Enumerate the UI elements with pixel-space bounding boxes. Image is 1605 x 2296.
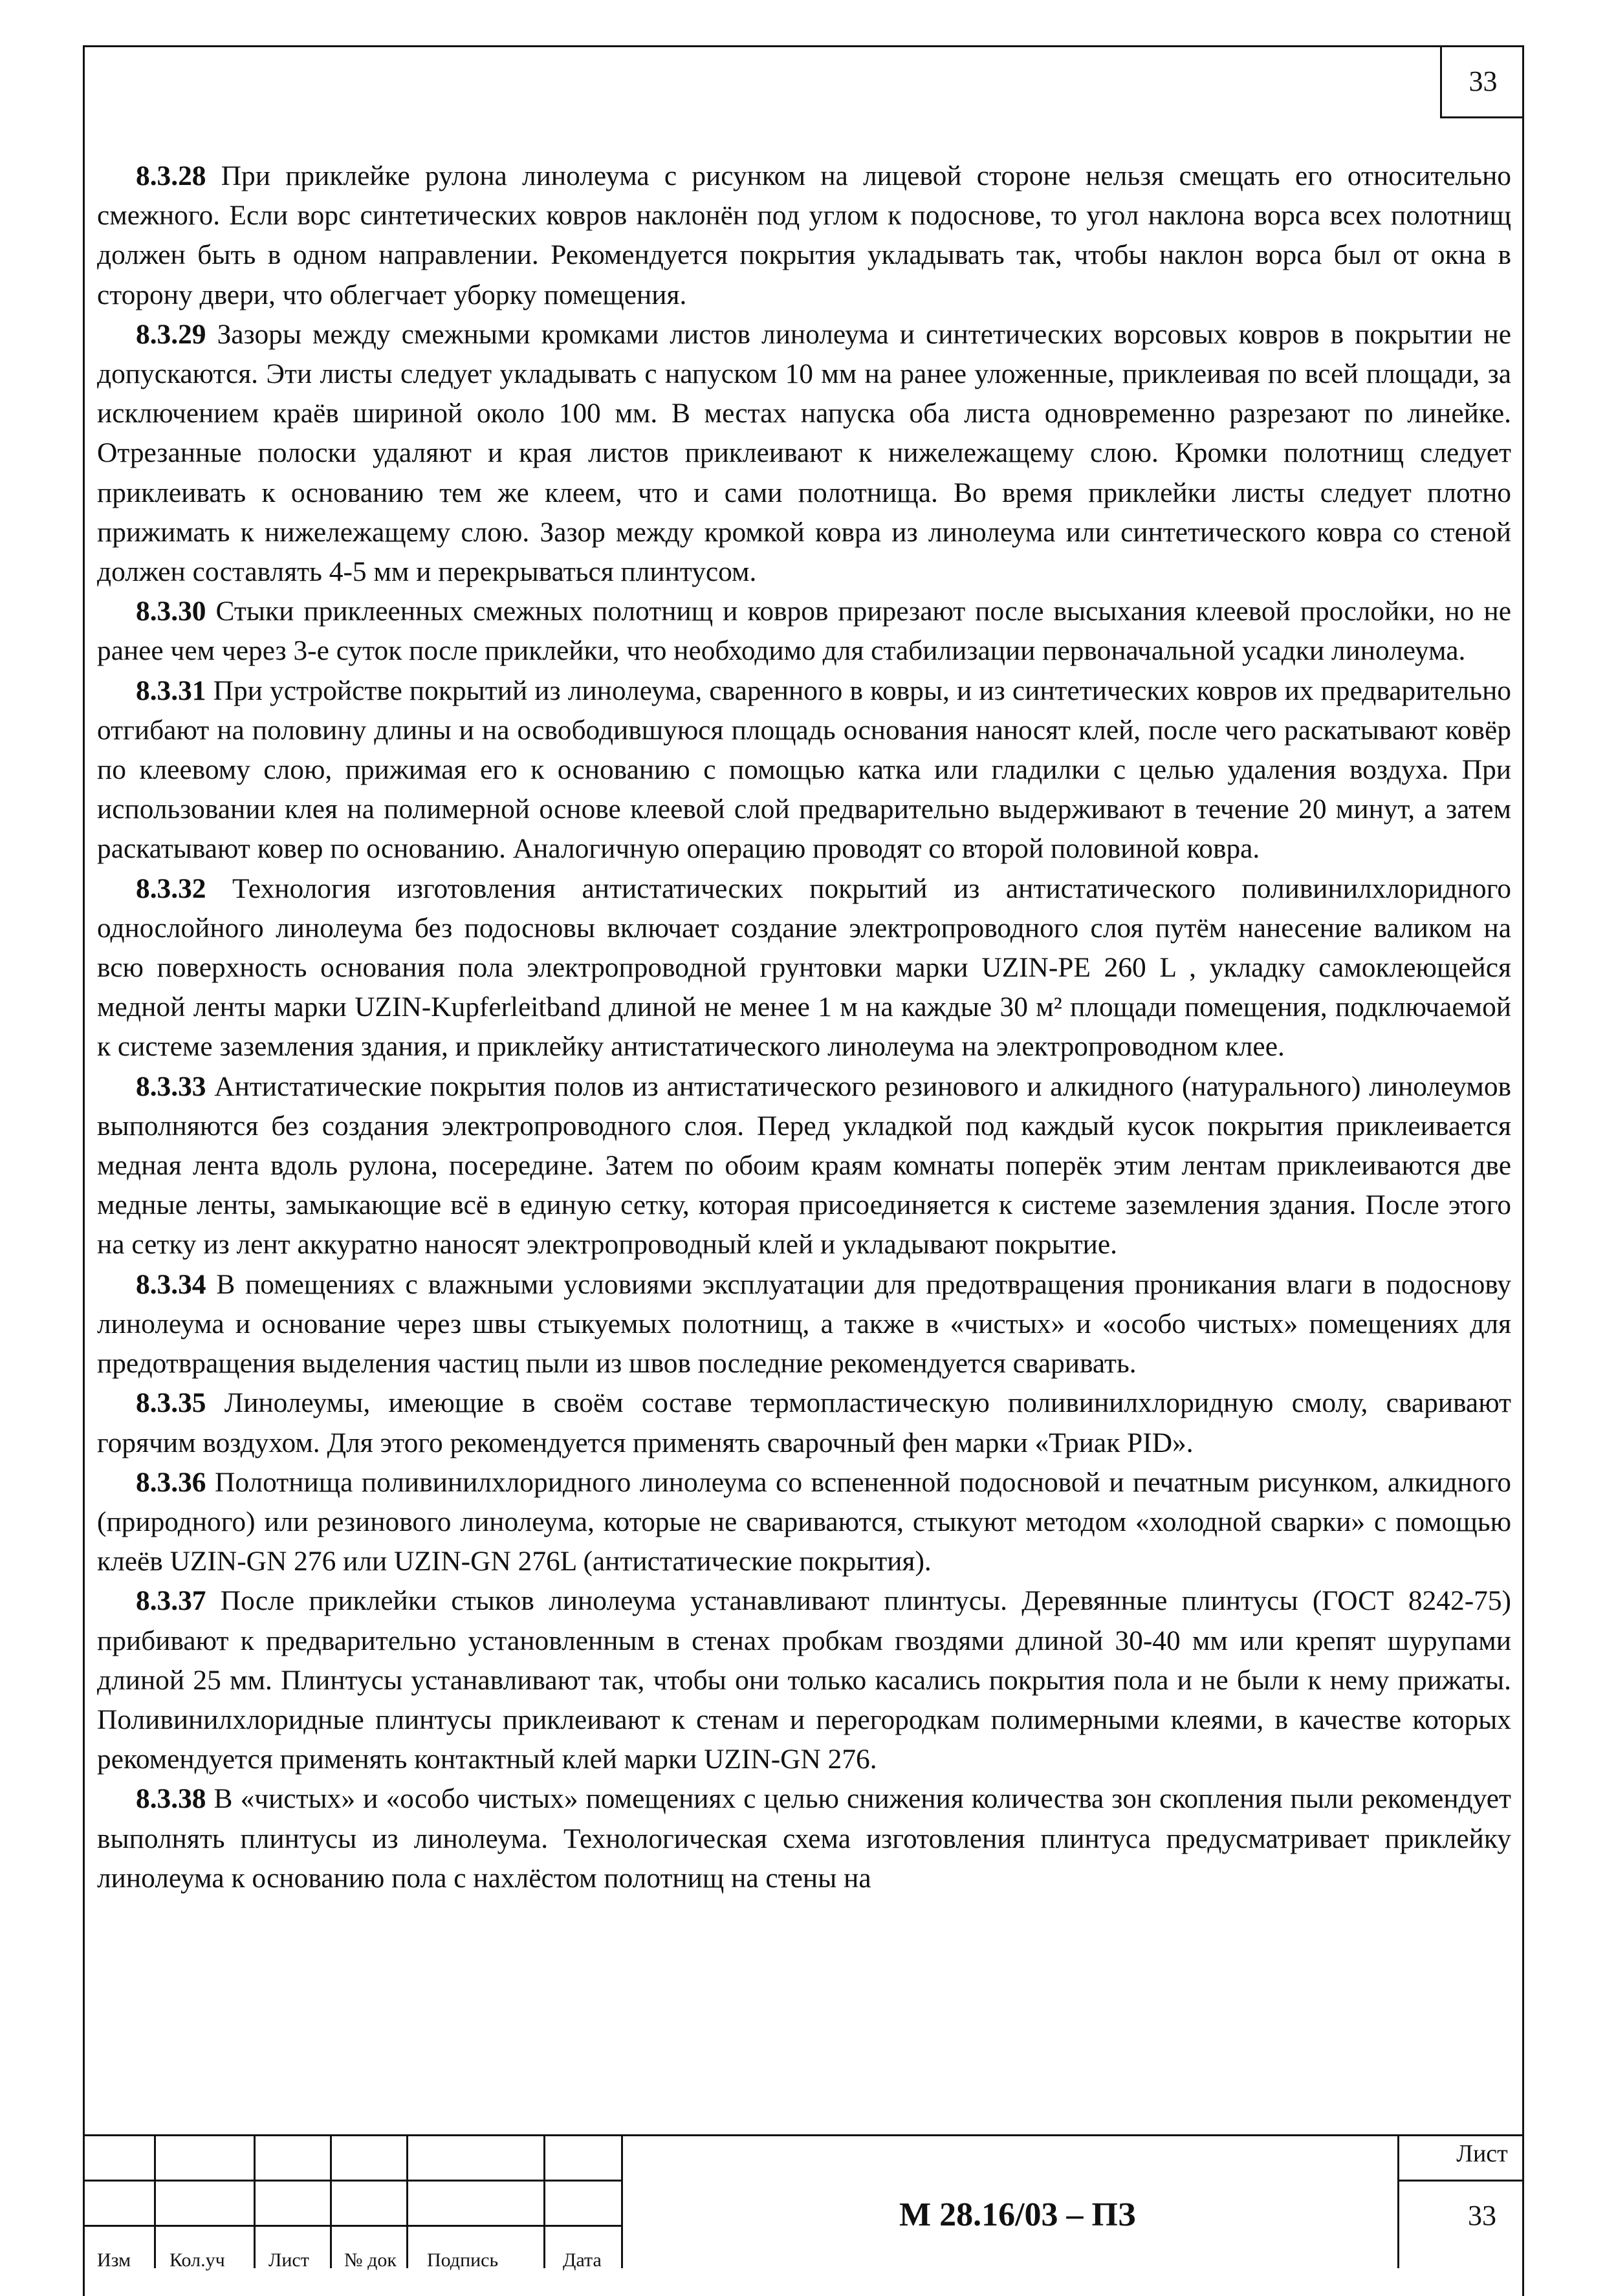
stamp-col-line [330, 2134, 332, 2268]
paragraph-text: Линолеумы, имеющие в своём составе термопластическую поливинилхлоридную смолу, сваривают горячим воздухом. Для этого рекомендуется применять сварочный фен марки «Триак PID». [97, 1387, 1511, 1458]
clause-number: 8.3.33 [136, 1070, 206, 1102]
paragraph-text: При приклейке рулона линолеума с рисунком на лицевой стороне нельзя смещать его относительно смежного. Если ворс синтетических ковров наклонён под углом к подоснове, то угол наклона ворса всех полотнищ должен быть в одном направлении. Рекомендуется покрытия укладывать так, чтобы наклон ворса был от окна в сторону двери, что облегчает уборку помещения. [97, 160, 1511, 310]
stamp-col-line [254, 2134, 256, 2268]
clause-number: 8.3.38 [136, 1783, 206, 1815]
document-code: М 28.16/03 – ПЗ [899, 2196, 1136, 2233]
paragraph-text: Технология изготовления антистатических покрытий из антистатического поливинилхлоридного однослойного линолеума без подосновы включает создание электропроводного слоя путём нанесение валиком на всю поверхность основания пола электропроводной грунтовки марки UZIN-PE 260 L , укладку самоклеющейся медной ленты марки UZIN-Kupferleitband длиной не менее 1 м на каждые 30 м² площади помещения, подключаемой к системе заземления здания, и приклейку антистатического линолеума на электропроводном клее. [97, 872, 1511, 1063]
clause-number: 8.3.30 [136, 596, 206, 627]
stamp-col-line [154, 2134, 156, 2268]
paragraph-text: Стыки приклеенных смежных полотнищ и ковров прирезают после высыхания клеевой прослойки, но не ранее чем через 3-е суток после приклейки, что необходимо для стабилизации первоначальной усадки линолеума. [97, 596, 1511, 667]
stamp-col-line [406, 2134, 408, 2268]
paragraph-text: В помещениях с влажными условиями эксплуатации для предотвращения проникания влаги в подоснову линолеума и основание через швы стыкуемых полотнищ, а также в «чистых» и «особо чистых» помещениях для предотвращения выделения частиц пыли из швов последние рекомендуется сваривать. [97, 1268, 1511, 1380]
sheet-label: Лист [1456, 2140, 1508, 2167]
stamp-col-header: № док [344, 2249, 397, 2271]
stamp-col-header: Дата [563, 2249, 602, 2271]
sheet-number: 33 [1468, 2200, 1496, 2231]
stamp-col-line [621, 2134, 623, 2268]
body-text [97, 157, 1511, 2113]
stamp-col-line [1397, 2134, 1399, 2268]
paragraph [97, 592, 1511, 671]
stamp-row-line [1397, 2180, 1524, 2182]
clause-number: 8.3.37 [136, 1585, 206, 1617]
stamp-col-header: Кол.уч [169, 2249, 225, 2271]
paragraph-text: В «чистых» и «особо чистых» помещениях с целью снижения количества зон скопления пыли рекомендует выполнять плинтусы из линолеума. Технологическая схема изготовления плинтуса предусматривает приклейку линолеума к основанию пола с нахлёстом полотнищ на стены на [97, 1783, 1511, 1894]
paragraph-text: Антистатические покрытия полов из антистатического резинового и алкидного (натурального) линолеумов выполняются без создания электропроводного слоя. Перед укладкой под каждый кусок покрытия приклеивается медная лента вдоль рулона, посередине. Затем по обоим краям комнаты поперёк этим лентам приклеиваются две медные ленты, замыкающие всё в единую сетку, которая присоединяется к системе заземления здания. После этого на сетку из лент аккуратно наносят электропроводный клей и укладывают покрытие. [97, 1070, 1511, 1261]
paragraph [97, 157, 1511, 315]
paragraph [97, 1779, 1511, 1898]
paragraph-text: Зазоры между смежными кромками листов линолеума и синтетических ворсовых ковров в покрытии не допускаются. Эти листы следует укладывать с напуском 10 мм на ранее уложенные, приклеивая по всей площади, за исключением краёв шириной около 100 мм. В местах напуска оба листа одновременно разрезают по линейке. Отрезанные полоски удаляют и края листов приклеивают к нижележащему слою. Кромки полотнищ следует приклеивать к основанию тем же клеем, что и сами полотнища. Во время приклейки листы следует плотно прижимать к нижележащему слою. Зазор между кромкой ковра из линолеума или синтетического ковра со стеной должен составлять 4-5 мм и перекрываться плинтусом. [97, 318, 1511, 588]
clause-number: 8.3.35 [136, 1387, 206, 1419]
clause-number: 8.3.32 [136, 872, 206, 904]
stamp-col-header: Лист [268, 2249, 309, 2271]
clause-number: 8.3.31 [136, 675, 206, 706]
paragraph [97, 1067, 1511, 1265]
page-number: 33 [1469, 65, 1498, 97]
title-block [83, 2134, 1524, 2268]
paragraph-text: После приклейки стыков линолеума устанавливают плинтусы. Деревянные плинтусы (ГОСТ 8242-75) прибивают к предварительно установленным в стенах пробкам гвоздями длиной 30-40 мм или крепят шурупами длиной 25 мм. Плинтусы устанавливают так, чтобы они только касались покрытия пола и не были к нему прижаты. Поливинилхлоридные плинтусы приклеивают к стенам и перегородкам полимерными клеями, в качестве которых рекомендуется применять контактный клей марки UZIN-GN 276. [97, 1585, 1511, 1775]
clause-number: 8.3.34 [136, 1268, 206, 1300]
paragraph [97, 1581, 1511, 1779]
paragraph-text: Полотнища поливинилхлоридного линолеума со вспененной подосновой и печатным рисунком, алкидного (природного) или резинового линолеума, которые не свариваются, стыкуют методом «холодной сварки» с помощью клеёв UZIN-GN 276 или UZIN-GN 276L (антистатические покрытия). [97, 1466, 1511, 1577]
paragraph-text: При устройстве покрытий из линолеума, сваренного в ковры, и из синтетических ковров их предварительно отгибают на половину длины и на освободившуюся площадь основания наносят клей, после чего раскатывают ковёр по клеевому слою, прижимая его к основанию с помощью катка или гладилки с целью удаления воздуха. При использовании клея на полимерной основе клеевой слой предварительно выдерживают в течение 20 минут, а затем раскатывают ковер по основанию. Аналогичную операцию проводят со второй половиной ковра. [97, 675, 1511, 865]
paragraph [97, 869, 1511, 1067]
stamp-col-header: Подпись [427, 2249, 499, 2271]
stamp-col-line [543, 2134, 545, 2268]
stamp-col-header: Изм [97, 2249, 131, 2271]
page-number-box [1440, 45, 1524, 118]
clause-number: 8.3.36 [136, 1466, 206, 1498]
clause-number: 8.3.29 [136, 318, 206, 350]
clause-number: 8.3.28 [136, 160, 206, 191]
paragraph [97, 1383, 1511, 1462]
paragraph [97, 315, 1511, 592]
paragraph [97, 671, 1511, 869]
paragraph [97, 1463, 1511, 1582]
stamp-row-line [83, 2225, 621, 2227]
paragraph [97, 1265, 1511, 1384]
stamp-row-line [83, 2180, 621, 2182]
